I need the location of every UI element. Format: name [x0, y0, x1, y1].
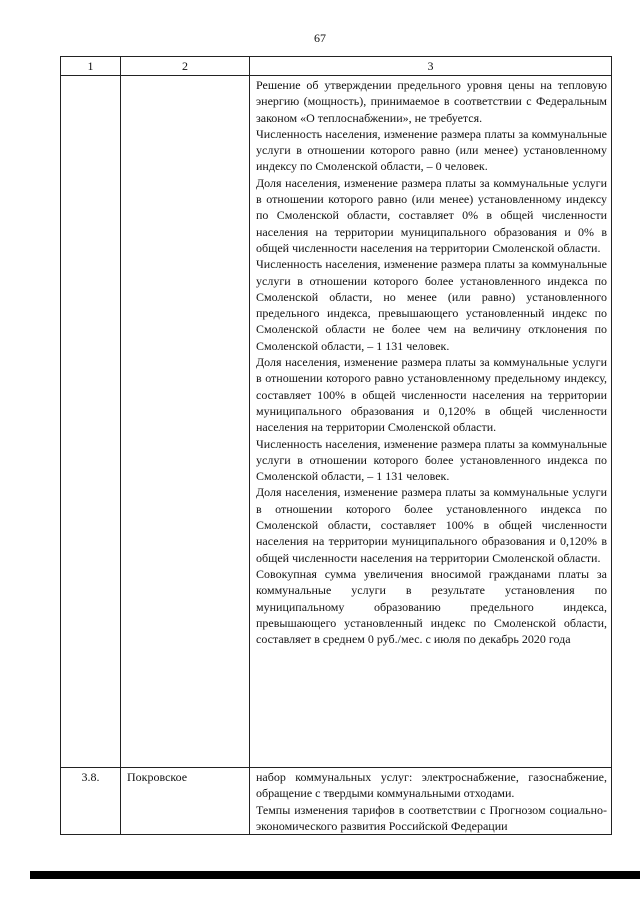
row-number-cell: 3.8.	[61, 768, 121, 835]
table-header	[61, 57, 612, 76]
description-cell	[250, 768, 612, 835]
paragraph: Численность населения, изменение размера платы за коммунальные услуги в отношении которого равно (или менее) установленному индексу по Смоленской области, – 0 человек.	[256, 126, 607, 174]
page-number: 67	[314, 31, 326, 45]
paragraph: Доля населения, изменение размера платы за коммунальные услуги в отношении которого более установленного индекса по Смоленской области, составляет 100% в общей численности населения на территории муниципального образования и 0,120% в общей численности населения на территории Смоленской области.	[256, 485, 607, 565]
municipality-name-cell: Покровское	[121, 768, 250, 835]
paragraph: Доля населения, изменение размера платы за коммунальные услуги в отношении которого равно (или менее) установленному индексу по Смоленской области, составляет 0% в общей численности населения на территории муниципального образования и 0% в общей численности населения на территории Смоленской области.	[256, 175, 607, 255]
header-row	[61, 57, 612, 76]
municipality-name-cell	[121, 76, 250, 768]
table-row	[61, 76, 612, 768]
paragraph: Доля населения, изменение размера платы за коммунальные услуги в отношении которого равно установленному предельному индексу, составляет 100% в общей численности населения на территории муниципального образования и 0,120% в общей численности населения на территории Смоленской области.	[256, 355, 607, 435]
description-cell	[250, 76, 612, 768]
paragraph: Численность населения, изменение размера платы за коммунальные услуги в отношении которого более установленного индекса по Смоленской области, но менее (или равно) установленного предельного индекса, превышающего установленный индекс по Смоленской области не более чем на величину отклонения по Смоленской области, – 1 131 человек.	[256, 257, 607, 353]
table-row	[61, 768, 612, 835]
header-col-3: 3	[250, 57, 612, 76]
header-col-1: 1	[61, 57, 121, 76]
document-table	[60, 56, 612, 835]
row-number-cell	[61, 76, 121, 768]
paragraph: набор коммунальных услуг: электроснабжение, газоснабжение, обращение с твердыми коммунальными отходами.	[256, 770, 607, 801]
header-col-2: 2	[121, 57, 250, 76]
paragraph: Численность населения, изменение размера платы за коммунальные услуги в отношении которого более установленного индекса по Смоленской области, – 1 131 человек.	[256, 436, 607, 484]
bottom-scan-border	[30, 871, 640, 879]
paragraph: Совокупная сумма увеличения вносимой гражданами платы за коммунальные услуги в результате установления по муниципальному образованию предельного индекса, превышающего установленный индекс по Смоленской области, составляет в среднем 0 руб./мес. с июля по декабрь 2020 года	[256, 566, 607, 647]
paragraph: Темпы изменения тарифов в соответствии с Прогнозом социально-экономического развития Российской Федерации	[256, 802, 607, 833]
paragraph: Решение об утверждении предельного уровня цены на тепловую энергию (мощность), принимаемое в соответствии с Федеральным законом «О теплоснабжении», не требуется.	[256, 78, 607, 125]
